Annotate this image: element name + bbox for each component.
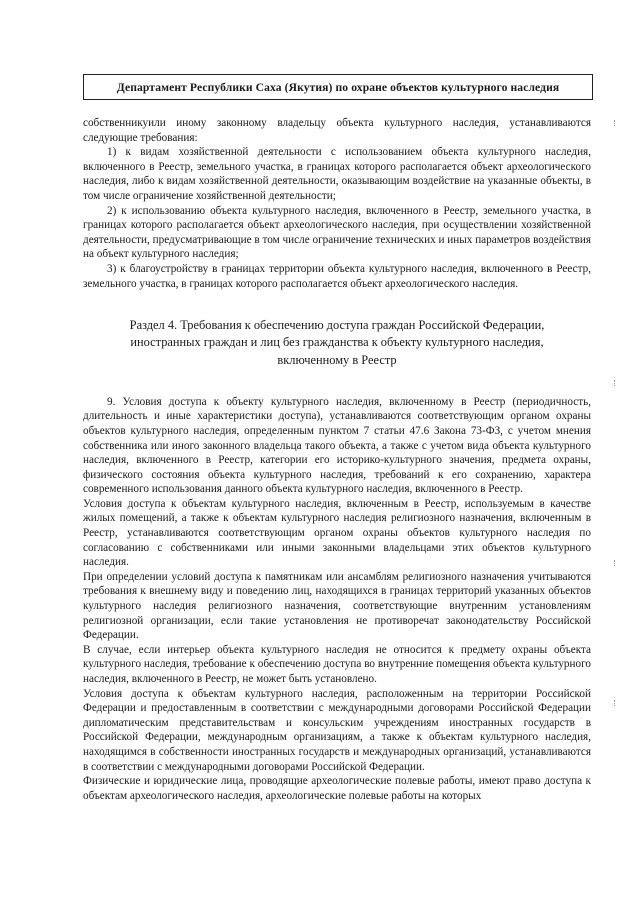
scan-margin-mark: [614, 380, 618, 386]
paragraph: Физические и юридические лица, проводящие археологические полевые работы, имеют право доступа к объектам археологического наследия, археологические полевые работы на которых: [83, 775, 591, 802]
paragraph: В случае, если интерьер объекта культурного наследия не относится к предмету охраны объекта культурного наследия, требование к обеспечению доступа во внутренние помещения объекта культурного наследия, включенного в Реестр, не может быть установлено.: [83, 643, 591, 686]
paragraph: При определении условий доступа к памятникам или ансамблям религиозного назначения учитываются требования к внешнему виду и поведению лиц, находящихся в границах территорий указанных объектов культурного наследия религиозного назначения, соответствующие внутренним установлениям религиозной организации, если такие установления не противоречат законодательству Российской Федерации.: [83, 570, 591, 642]
paragraph: собственникуили иному законному владельцу объекта культурного наследия, устанавливаются следующие требования:: [83, 117, 591, 144]
scan-margin-mark: [614, 120, 618, 126]
paragraph: 9. Условия доступа к объекту культурного наследия, включенному в Реестр (периодичность, длительность и иные характеристики доступа), устанавливаются соответствующим органом охраны объектов культурного наследия, определенным пунктом 7 статьи 47.6 Закона 73-ФЗ, с учетом мнения собственника или иного законного владельца такого объекта, а также с учетом вида объекта культурного наследия, включенного в Реестр, категории его историко-культурного значения, предмета охраны, физического состояния объекта культурного наследия, требований к его сохранению, характера современного использования данного объекта культурного наследия, включенного в Реестр.: [83, 395, 591, 496]
scan-margin-mark: [614, 560, 618, 566]
paragraph: Условия доступа к объектам культурного наследия, расположенным на территории Российской Федерации и предоставленным в соответствии с международными договорами Российской Федерации дипломатическим представительствам и консульским учреждениям иностранных государств в Российской Федерации, международным организациям, а также к объектам культурного наследия, находящимся в собственности иностранных государств и международных организаций, устанавливаются в соответствии с международными договорами Российской Федерации.: [83, 687, 591, 773]
department-header-title: Департамент Республики Саха (Якутия) по охране объектов культурного наследия: [116, 80, 560, 94]
section-title-line: Раздел 4. Требования к обеспечению доступа граждан Российской Федерации,: [129, 318, 545, 333]
section-title: [113, 317, 561, 369]
scan-margin-mark: [614, 700, 618, 706]
document-body: [83, 116, 591, 803]
paragraph: 2) к использованию объекта культурного наследия, включенного в Реестр, земельного участка, в границах которого располагается объект археологического наследия, при осуществлении хозяйственной деятельности, предусматривающие в том числе ограничение технических и иных параметров воздействия на объект культурного наследия;: [83, 204, 591, 261]
section-title-line: включенному в Реестр: [277, 352, 397, 367]
section-title-line: иностранных граждан и лиц без гражданства к объекту культурного наследия,: [130, 335, 544, 350]
paragraph: 1) к видам хозяйственной деятельности с использованием объекта культурного наследия, включенного в Реестр, земельного участка, в границах которого располагается объект археологического наследия, либо к видам хозяйственной деятельности, оказывающим воздействие на указанные объекты, в том числе ограничение хозяйственной деятельности;: [83, 146, 591, 202]
paragraph: 3) к благоустройству в границах территории объекта культурного наследия, включенного в Реестр, земельного участка, в границах которого располагается объект археологического наследия.: [83, 262, 591, 290]
paragraph: Условия доступа к объектам культурного наследия, включенным в Реестр, используемым в качестве жилых помещений, а также к объектам культурного наследия религиозного назначения, включенным в Реестр, устанавливаются соответствующим органом охраны объектов культурного наследия по согласованию с собственниками или иными законными владельцами этих объектов культурного наследия.: [83, 497, 591, 569]
department-header: [83, 74, 593, 100]
